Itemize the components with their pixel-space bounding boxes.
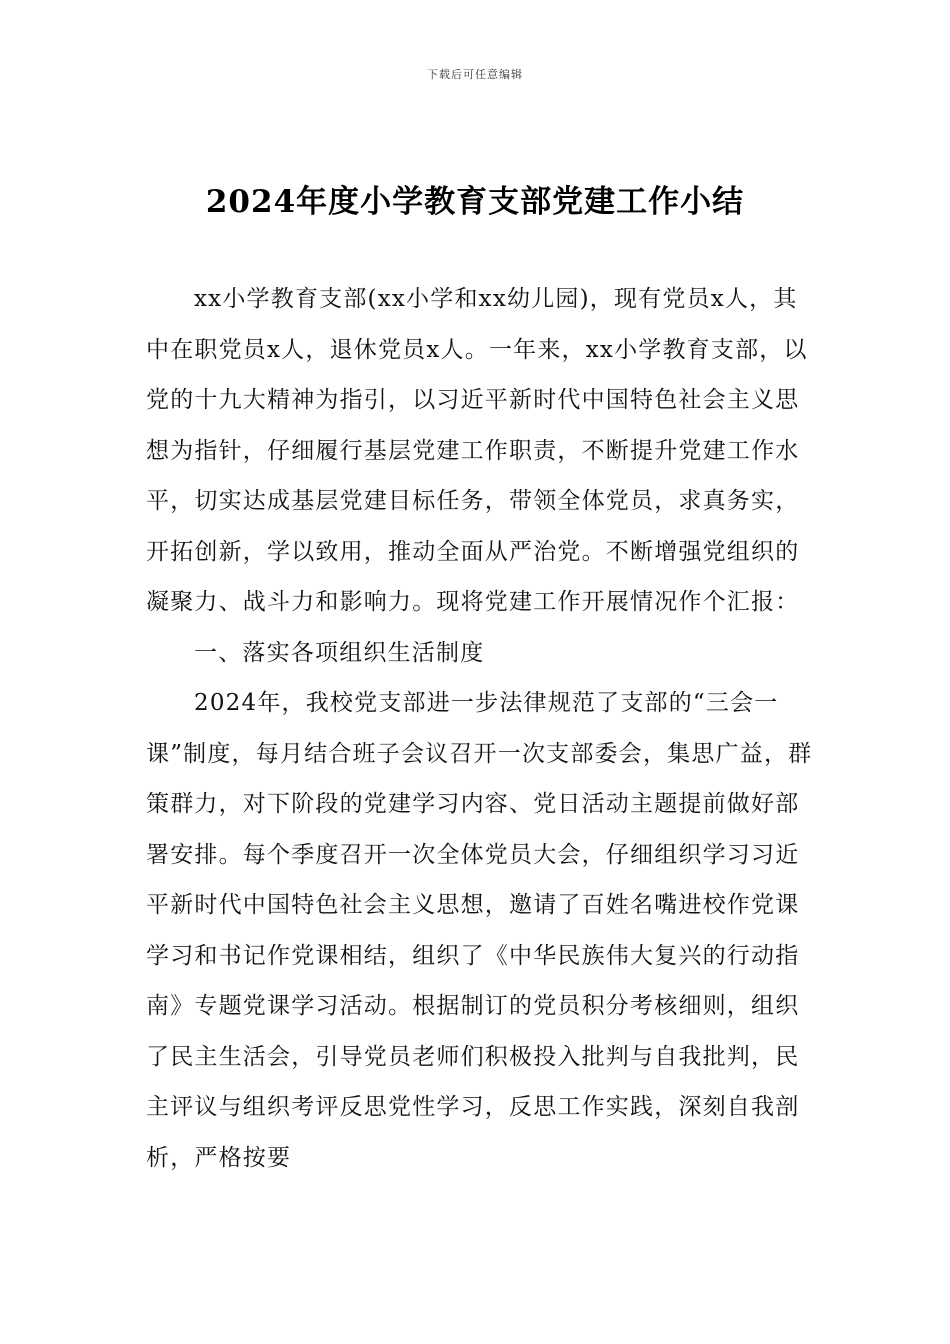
section-heading-1: 一、落实各项组织生活制度 — [194, 639, 485, 666]
document-body — [146, 274, 816, 1183]
section-1-paragraph: 2024年，我校党支部进一步法律规范了支部的“三会一课”制度，每月结合班子会议召开一次支部委会，集思广益，群策群力，对下阶段的党建学习内容、党日活动主题提前做好部署安排。每个季度召开一次全体党员大会，仔细组织学习习近平新时代中国特色社会主义思想，邀请了百姓名嘴进校作党课学习和书记作党课相结，组织了《中华民族伟大复兴的行动指南》专题党课学习活动。根据制订的党员积分考核细则，组织了民主生活会，引导党员老师们积极投入批判与自我批判，民主评议与组织考评反思党性学习，反思工作实践，深刻自我剖析，严格按要 — [146, 690, 813, 1171]
intro-paragraph: xx小学教育支部(xx小学和xx幼儿园)，现有党员x人，其中在职党员x人，退休党员x人。一年来，xx小学教育支部，以党的十九大精神为指引，以习近平新时代中国特色社会主义思想为指针，仔细履行基层党建工作职责，不断提升党建工作水平，切实达成基层党建目标任务，带领全体党员，求真务实，开拓创新，学以致用，推动全面从严治党。不断增强党组织的凝聚力、战斗力和影响力。现将党建工作开展情况作个汇报： — [146, 286, 808, 615]
document-title: 2024年度小学教育支部党建工作小结 — [205, 184, 745, 220]
header-note: 下载后可任意编辑 — [427, 68, 523, 81]
